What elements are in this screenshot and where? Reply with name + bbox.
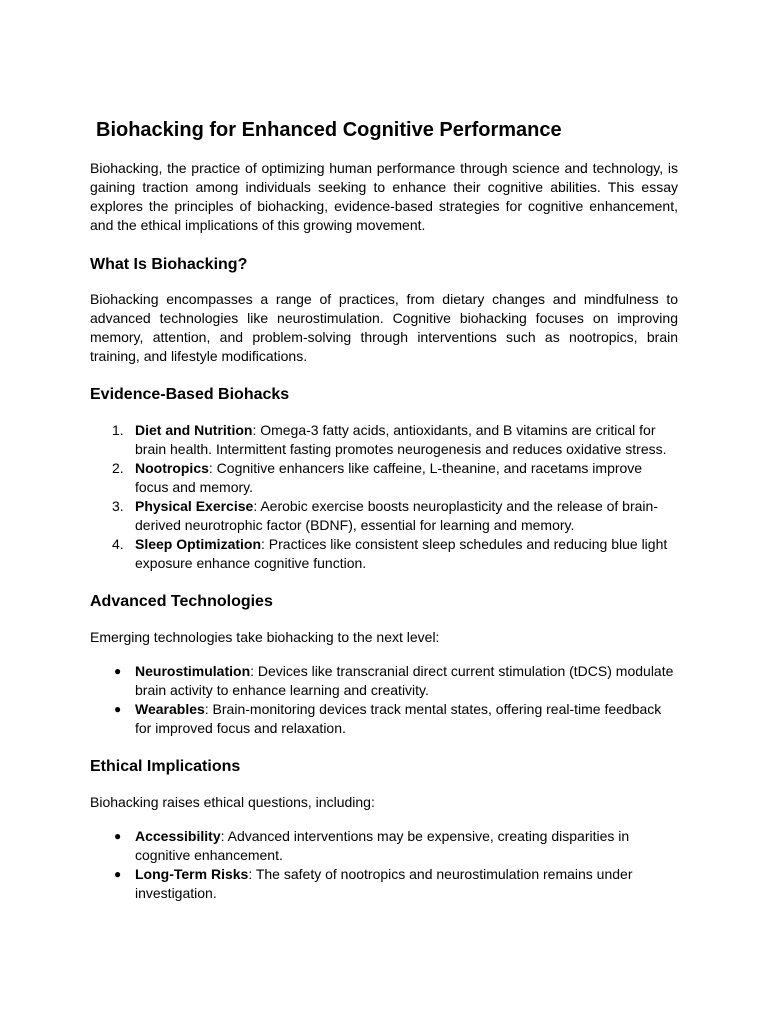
what-is-biohacking-paragraph: Biohacking encompasses a range of practices, from dietary changes and mindfulness to advanced technologies like neurostimulation. Cognitive biohacking focuses on improving memory, attention, and problem-solving through interventions such as nootropics, brain training, and lifestyle modifications. [90,291,678,364]
list-item [90,421,678,459]
heading-evidence-based-biohacks: Evidence-Based Biohacks [90,386,290,403]
list-item [90,459,678,497]
heading-what-is-biohacking: What Is Biohacking? [90,256,248,273]
list-item [90,827,678,865]
ethical-implications-intro: Biohacking raises ethical questions, including: [90,794,375,810]
list-item [90,865,678,903]
list-number: 3. [112,498,124,514]
ethical-implications-list [90,827,678,903]
evidence-biohacks-list [90,421,678,573]
bullet-icon: ● [114,829,122,843]
list-number: 4. [112,536,124,552]
list-item-term: Sleep Optimization [135,536,262,552]
list-item [90,700,678,738]
advanced-technologies-list [90,662,678,738]
list-item-term: Neurostimulation [135,663,251,679]
list-item [90,497,678,535]
list-item-term: Physical Exercise [135,498,254,514]
list-item-text: : Aerobic exercise boosts neuroplasticity and the release of brain-derived neurotrophic factor (BDNF), essential for learning and memory. [135,498,658,533]
list-item-term: Long-Term Risks [135,866,249,882]
heading-advanced-technologies: Advanced Technologies [90,593,273,610]
list-number: 2. [112,460,124,476]
list-item-text: : Brain-monitoring devices track mental states, offering real-time feedback for improved focus and relaxation. [135,701,662,736]
list-item [90,662,678,700]
list-item-text: : Devices like transcranial direct current stimulation (tDCS) modulate brain activity to enhance learning and creativity. [135,663,674,698]
document-title: Biohacking for Enhanced Cognitive Performance [96,119,562,141]
list-item-text: : Practices like consistent sleep schedules and reducing blue light exposure enhance cognitive function. [135,536,668,571]
list-number: 1. [112,422,124,438]
intro-paragraph: Biohacking, the practice of optimizing human performance through science and technology, is gaining traction among individuals seeking to enhance their cognitive abilities. This essay explores the principles of biohacking, evidence-based strategies for cognitive enhancement, and the ethical implications of this growing movement. [90,160,678,233]
list-item-term: Diet and Nutrition [135,422,253,438]
list-item-text: : Omega-3 fatty acids, antioxidants, and B vitamins are critical for brain health. Intermittent fasting promotes neurogenesis and reduces oxidative stress. [135,422,667,457]
list-item-term: Nootropics [135,460,209,476]
bullet-icon: ● [114,664,122,678]
list-item-text: : Advanced interventions may be expensive, creating disparities in cognitive enhancement. [135,828,630,863]
list-item-text: : The safety of nootropics and neurostimulation remains under investigation. [135,866,633,901]
list-item [90,535,678,573]
bullet-icon: ● [114,867,122,881]
bullet-icon: ● [114,702,122,716]
list-item-term: Wearables [135,701,205,717]
advanced-technologies-intro: Emerging technologies take biohacking to the next level: [90,629,440,645]
list-item-text: : Cognitive enhancers like caffeine, L-theanine, and racetams improve focus and memory. [135,460,643,495]
heading-ethical-implications: Ethical Implications [90,758,241,775]
list-item-term: Accessibility [135,828,221,844]
